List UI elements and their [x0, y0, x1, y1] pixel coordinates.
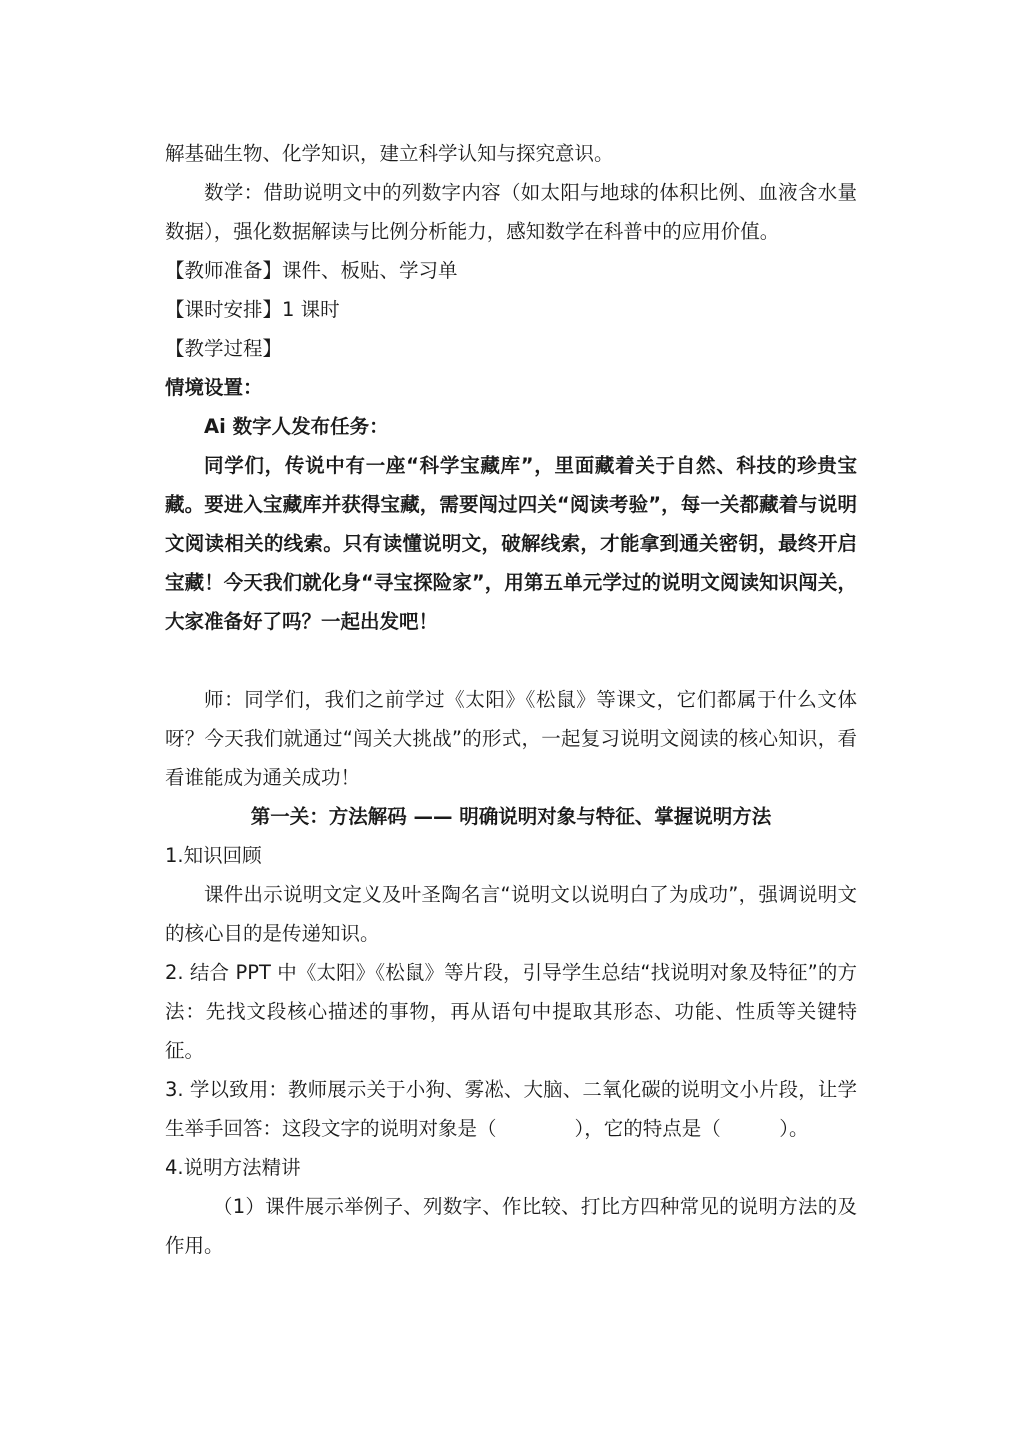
step-three-text: 3. 学以致用：教师展示关于小狗、雾凇、大脑、二氧化碳的说明文小片段，让学生举手回答：这段文字的说明对象是（ ），它的特点是（ ）。 [165, 1078, 857, 1140]
explanation-methods-heading: 4.说明方法精讲 [165, 1156, 301, 1179]
paragraph-science-goal: 解基础生物、化学知识，建立科学认知与探究意识。 [165, 142, 614, 165]
paragraph-math-goal: 数学：借助说明文中的列数字内容（如太阳与地球的体积比例、血液含水量数据），强化数据解读与比例分析能力，感知数学在科普中的应用价值。 [165, 181, 857, 243]
ai-task-text: 同学们，传说中有一座“科学宝藏库”，里面藏着关于自然、科技的珍贵宝藏。要进入宝藏库并获得宝藏，需要闯过四关“阅读考验”，每一关都藏着与说明文阅读相关的线索。只有读懂说明文，破解线索，才能拿到通关密钥，最终开启宝藏！今天我们就化身“寻宝探险家”，用第五单元学过的说明文阅读知识闯关，大家准备好了吗？一起出发吧！ [165, 454, 857, 633]
explanation-methods-text: （1）课件展示举例子、列数字、作比较、打比方四种常见的说明方法的及作用。 [165, 1195, 857, 1257]
knowledge-review-heading: 1.知识回顾 [165, 844, 262, 867]
teaching-process-heading: 【教学过程】 [165, 337, 283, 360]
teacher-intro: 师：同学们，我们之前学过《太阳》《松鼠》等课文，它们都属于什么文体呀？今天我们就通过“闯关大挑战”的形式，一起复习说明文阅读的核心知识，看看谁能成为通关成功！ [165, 688, 857, 789]
spacer [165, 641, 857, 680]
teacher-preparation: 【教师准备】课件、板贴、学习单 [165, 259, 458, 282]
lesson-schedule: 【课时安排】1 课时 [165, 298, 340, 321]
ai-task-heading: Ai 数字人发布任务： [204, 415, 389, 438]
scenario-heading: 情境设置： [165, 376, 263, 399]
document-page [165, 134, 857, 1265]
level-one-title: 第一关：方法解码 —— 明确说明对象与特征、掌握说明方法 [250, 805, 772, 828]
knowledge-review-text: 课件出示说明文定义及叶圣陶名言“说明文以说明白了为成功”，强调说明文的核心目的是传递知识。 [165, 883, 857, 945]
step-two-text: 2. 结合 PPT 中《太阳》《松鼠》等片段，引导学生总结“找说明对象及特征”的方法：先找文段核心描述的事物，再从语句中提取其形态、功能、性质等关键特征。 [165, 961, 857, 1062]
